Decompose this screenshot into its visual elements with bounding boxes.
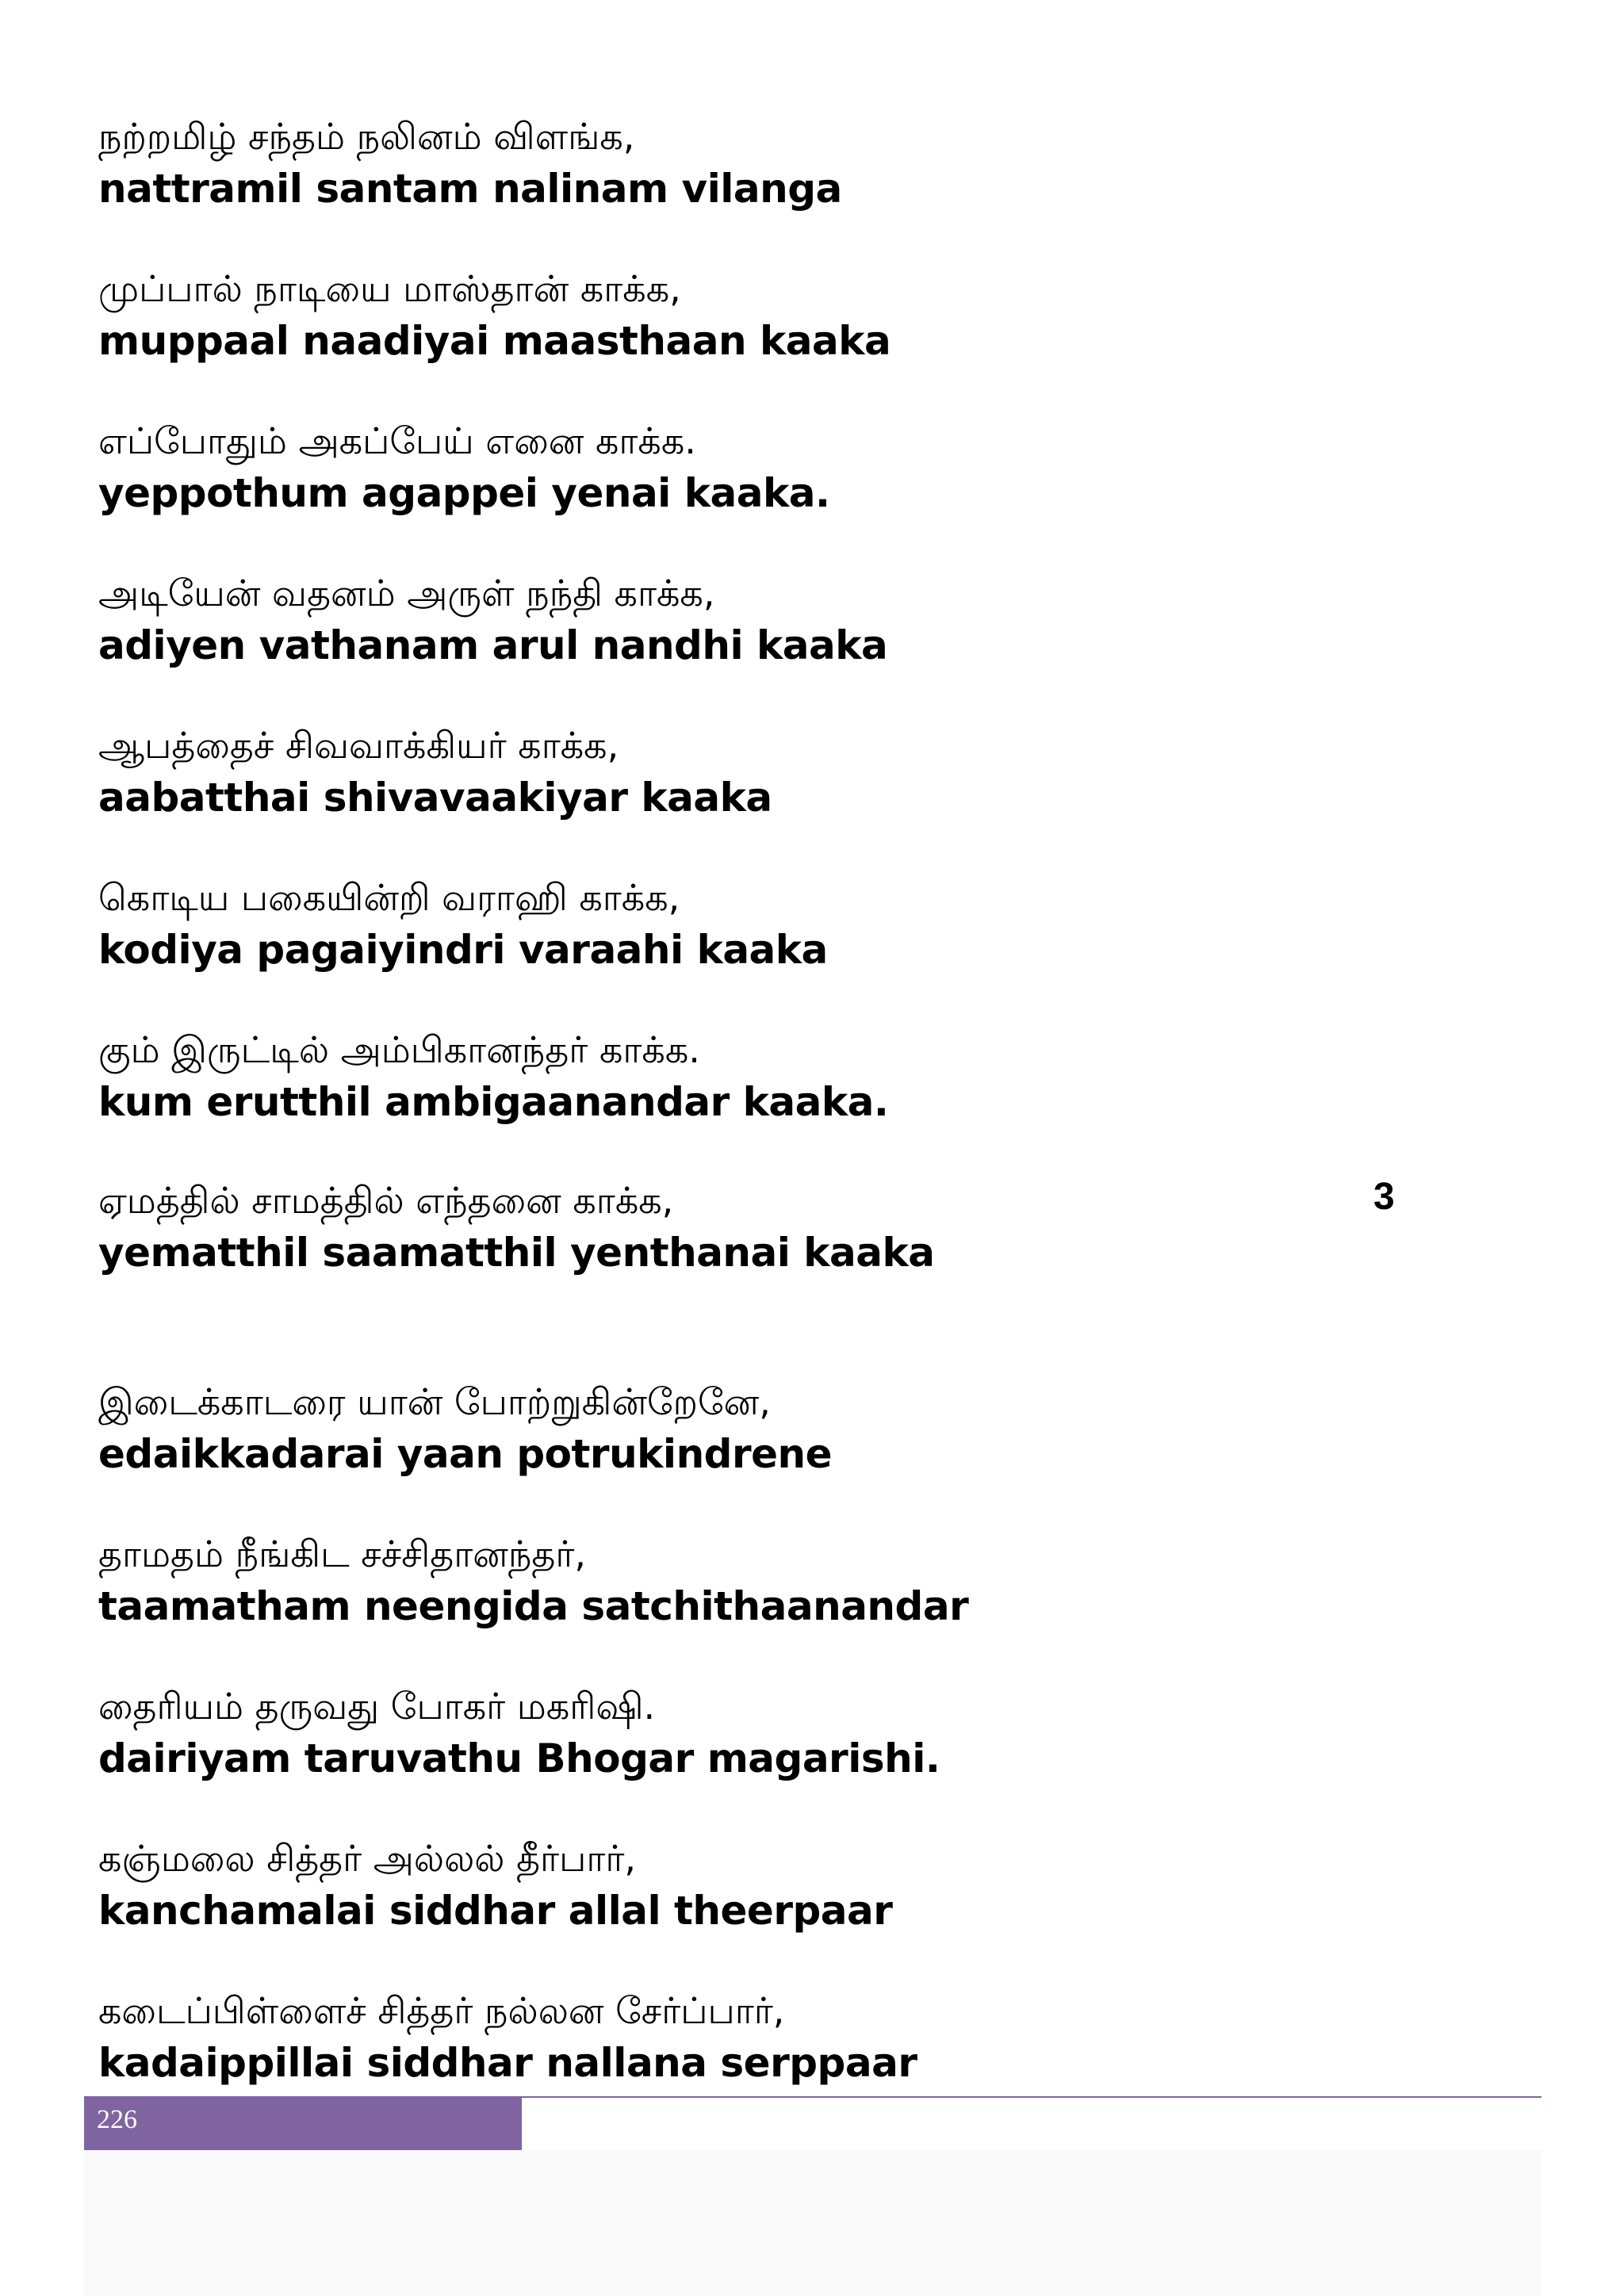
verse-line (98, 265, 1446, 369)
tamil-line: முப்பால் நாடியை மாஸ்தான் காக்க, (98, 267, 681, 310)
verse-line (98, 1835, 1446, 1939)
tamil-line: தைரியம் தருவது போகர் மகரிஷி. (98, 1685, 656, 1728)
tamil-line: கஞ்மலை சித்தர் அல்லல் தீர்பார், (98, 1837, 637, 1880)
transliteration-line: yeppothum agappei yenai kaaka. (98, 470, 830, 516)
transliteration-line: taamatham neengida satchithaanandar (98, 1583, 969, 1629)
tamil-line: நற்றமிழ் சந்தம் நலினம் விளங்க, (98, 115, 635, 158)
transliteration-line: kum erutthil ambigaanandar kaaka. (98, 1079, 889, 1125)
verse-line (98, 1177, 1446, 1281)
transliteration-line: kodiya pagaiyindri varaahi kaaka (98, 927, 828, 973)
page-number-tab (84, 2098, 522, 2150)
verse-line (98, 113, 1446, 217)
tamil-line: அடியேன் வதனம் அருள் நந்தி காக்க, (98, 572, 715, 614)
transliteration-line: nattramil santam nalinam vilanga (98, 166, 842, 212)
stanza-number: 3 (1373, 1176, 1395, 1218)
transliteration-line: adiyen vathanam arul nandhi kaaka (98, 622, 888, 668)
tamil-line: கொடிய பகையின்றி வராஹி காக்க, (98, 876, 680, 919)
verse-line (98, 417, 1446, 522)
tamil-line: கும் இருட்டில் அம்பிகானந்தர் காக்க. (98, 1028, 700, 1071)
bottom-margin (84, 2150, 1542, 2296)
tamil-line: ஏமத்தில் சாமத்தில் எந்தனை காக்க, (98, 1179, 674, 1222)
page-number: 226 (97, 2105, 137, 2134)
tamil-line: தாமதம் நீங்கிட சச்சிதானந்தர், (98, 1533, 587, 1575)
tamil-line: எப்போதும் அகப்பேய் எனை காக்க. (98, 419, 696, 462)
transliteration-line: dairiyam taruvathu Bhogar magarishi. (98, 1735, 940, 1781)
verse-line (98, 1378, 1446, 1483)
transliteration-line: kanchamalai siddhar allal theerpaar (98, 1888, 893, 1934)
verse-line (98, 569, 1446, 674)
verse-line (98, 1987, 1446, 2091)
tamil-line: ஆபத்தைச் சிவவாக்கியர் காக்க, (98, 724, 619, 767)
transliteration-line: kadaippillai siddhar nallana serppaar (98, 2040, 917, 2086)
verse-line (98, 1530, 1446, 1635)
tamil-line: கடைப்பிள்ளைச் சித்தர் நல்லன சேர்ப்பார், (98, 1989, 785, 2032)
transliteration-line: edaikkadarai yaan potrukindrene (98, 1431, 833, 1477)
tamil-line: இடைக்காடரை யான் போற்றுகின்றேனே, (98, 1380, 771, 1423)
verse-line (98, 1682, 1446, 1787)
verse-line (98, 1026, 1446, 1131)
transliteration-line: yematthil saamatthil yenthanai kaaka (98, 1230, 935, 1276)
transliteration-line: muppaal naadiyai maasthaan kaaka (98, 318, 891, 364)
verse-line (98, 721, 1446, 826)
verse-line (98, 874, 1446, 978)
transliteration-line: aabatthai shivavaakiyar kaaka (98, 775, 772, 821)
